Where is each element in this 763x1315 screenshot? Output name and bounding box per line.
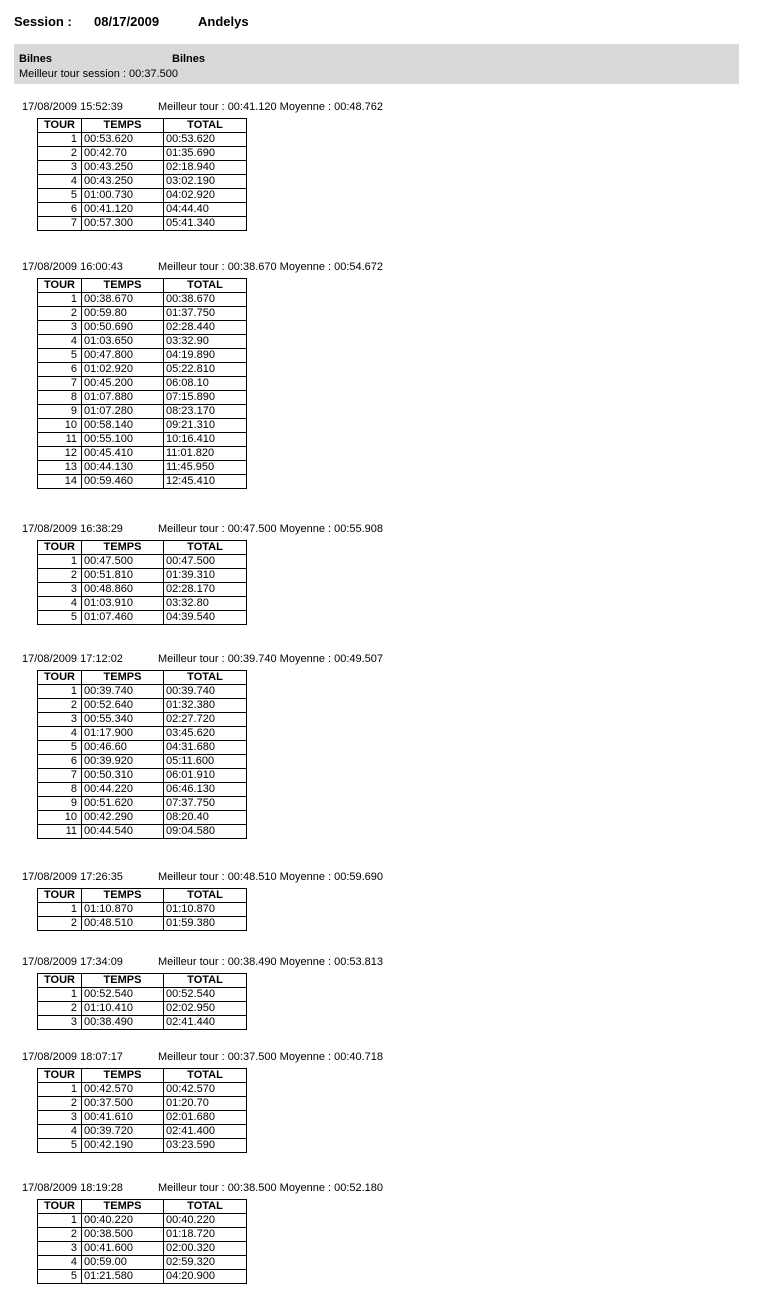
lap-total: 00:52.540 (164, 988, 247, 1002)
lap-number: 10 (38, 811, 82, 825)
table-row (38, 307, 247, 321)
lap-total: 03:23.590 (164, 1139, 247, 1153)
column-header: TOTAL (164, 279, 247, 293)
lap-number: 5 (38, 189, 82, 203)
lap-total: 06:46.130 (164, 783, 247, 797)
lap-table (37, 118, 247, 231)
lap-total: 01:35.690 (164, 147, 247, 161)
lap-time: 00:55.340 (82, 713, 164, 727)
lap-number: 7 (38, 769, 82, 783)
lap-total: 04:19.890 (164, 349, 247, 363)
lap-total: 01:18.720 (164, 1228, 247, 1242)
table-row (38, 1242, 247, 1256)
lap-time: 00:38.490 (82, 1016, 164, 1030)
lap-total: 00:40.220 (164, 1214, 247, 1228)
lap-number: 3 (38, 1111, 82, 1125)
table-row (38, 1228, 247, 1242)
lap-number: 3 (38, 713, 82, 727)
lap-total: 02:41.440 (164, 1016, 247, 1030)
lap-total: 03:02.190 (164, 175, 247, 189)
lap-time: 00:43.250 (82, 175, 164, 189)
lap-number: 1 (38, 133, 82, 147)
lap-total: 01:37.750 (164, 307, 247, 321)
lap-table (37, 888, 247, 931)
lap-number: 3 (38, 1242, 82, 1256)
column-header: TOUR (38, 1200, 82, 1214)
lap-number: 2 (38, 569, 82, 583)
table-row (38, 189, 247, 203)
lap-number: 2 (38, 307, 82, 321)
table-row (38, 161, 247, 175)
lap-number: 3 (38, 321, 82, 335)
lap-table (37, 540, 247, 625)
lap-time: 00:47.800 (82, 349, 164, 363)
lap-time: 00:59.00 (82, 1256, 164, 1270)
lap-total: 07:37.750 (164, 797, 247, 811)
column-header: TOTAL (164, 119, 247, 133)
table-row (38, 1111, 247, 1125)
run-timestamp: 17/08/2009 15:52:39 (22, 101, 123, 113)
run-block (22, 1182, 384, 1284)
run-timestamp: 17/08/2009 16:00:43 (22, 261, 123, 273)
lap-time: 00:44.130 (82, 461, 164, 475)
lap-number: 11 (38, 433, 82, 447)
table-row (38, 433, 247, 447)
table-row (38, 1139, 247, 1153)
lap-number: 3 (38, 161, 82, 175)
track-name: Andelys (198, 14, 249, 29)
lap-number: 10 (38, 419, 82, 433)
run-summary: Meilleur tour : 00:41.120 Moyenne : 00:48.762 (158, 101, 384, 113)
column-header: TEMPS (82, 1200, 164, 1214)
lap-number: 2 (38, 1228, 82, 1242)
run-timestamp: 17/08/2009 17:26:35 (22, 871, 123, 883)
lap-time: 00:52.540 (82, 988, 164, 1002)
lap-time: 00:41.120 (82, 203, 164, 217)
lap-total: 02:41.400 (164, 1125, 247, 1139)
lap-total: 05:11.600 (164, 755, 247, 769)
lap-number: 1 (38, 1214, 82, 1228)
run-header (22, 956, 384, 970)
lap-table (37, 670, 247, 839)
lap-total: 00:42.570 (164, 1083, 247, 1097)
table-row (38, 147, 247, 161)
lap-number: 2 (38, 147, 82, 161)
lap-number: 4 (38, 175, 82, 189)
lap-table-header (38, 119, 247, 133)
lap-number: 2 (38, 699, 82, 713)
lap-time: 01:07.460 (82, 611, 164, 625)
driver-name-secondary: Bilnes (172, 53, 206, 65)
column-header: TOTAL (164, 889, 247, 903)
lap-total: 05:22.810 (164, 363, 247, 377)
run-timestamp: 17/08/2009 18:19:28 (22, 1182, 123, 1194)
lap-time: 00:45.200 (82, 377, 164, 391)
lap-number: 5 (38, 1270, 82, 1284)
table-row (38, 741, 247, 755)
lap-number: 8 (38, 783, 82, 797)
lap-number: 1 (38, 1083, 82, 1097)
lap-time: 00:59.460 (82, 475, 164, 489)
run-timestamp: 17/08/2009 17:34:09 (22, 956, 123, 968)
table-row (38, 1002, 247, 1016)
lap-table (37, 973, 247, 1030)
lap-number: 9 (38, 797, 82, 811)
lap-time: 00:47.500 (82, 555, 164, 569)
lap-total: 05:41.340 (164, 217, 247, 231)
column-header: TOUR (38, 541, 82, 555)
lap-table-header (38, 541, 247, 555)
lap-number: 4 (38, 335, 82, 349)
lap-time: 01:10.410 (82, 1002, 164, 1016)
table-row (38, 988, 247, 1002)
table-row (38, 293, 247, 307)
run-header (22, 261, 384, 275)
lap-total: 04:39.540 (164, 611, 247, 625)
column-header: TOTAL (164, 1069, 247, 1083)
lap-number: 11 (38, 825, 82, 839)
lap-table-header (38, 1069, 247, 1083)
lap-number: 2 (38, 917, 82, 931)
table-row (38, 335, 247, 349)
run-summary: Meilleur tour : 00:38.490 Moyenne : 00:53.813 (158, 956, 384, 968)
lap-total: 02:00.320 (164, 1242, 247, 1256)
lap-number: 5 (38, 1139, 82, 1153)
lap-time: 00:42.570 (82, 1083, 164, 1097)
session-date: 08/17/2009 (94, 14, 160, 29)
lap-number: 13 (38, 461, 82, 475)
lap-time: 00:48.860 (82, 583, 164, 597)
lap-number: 1 (38, 988, 82, 1002)
column-header: TOUR (38, 279, 82, 293)
lap-time: 00:46.60 (82, 741, 164, 755)
table-row (38, 1083, 247, 1097)
table-row (38, 917, 247, 931)
lap-total: 04:44.40 (164, 203, 247, 217)
lap-total: 04:20.900 (164, 1270, 247, 1284)
lap-number: 1 (38, 685, 82, 699)
lap-total: 11:45.950 (164, 461, 247, 475)
lap-time: 00:48.510 (82, 917, 164, 931)
lap-time: 01:07.880 (82, 391, 164, 405)
lap-number: 7 (38, 377, 82, 391)
lap-time: 00:39.720 (82, 1125, 164, 1139)
lap-number: 1 (38, 555, 82, 569)
table-row (38, 1256, 247, 1270)
column-header: TEMPS (82, 119, 164, 133)
table-row (38, 419, 247, 433)
lap-total: 02:01.680 (164, 1111, 247, 1125)
column-header: TOUR (38, 119, 82, 133)
run-summary: Meilleur tour : 00:38.500 Moyenne : 00:52.180 (158, 1182, 384, 1194)
lap-time: 00:52.640 (82, 699, 164, 713)
table-row (38, 569, 247, 583)
run-timestamp: 17/08/2009 16:38:29 (22, 523, 123, 535)
table-row (38, 597, 247, 611)
driver-banner (14, 44, 739, 84)
column-header: TEMPS (82, 279, 164, 293)
lap-number: 3 (38, 1016, 82, 1030)
table-row (38, 1125, 247, 1139)
lap-total: 04:31.680 (164, 741, 247, 755)
lap-total: 11:01.820 (164, 447, 247, 461)
lap-number: 12 (38, 447, 82, 461)
lap-number: 2 (38, 1097, 82, 1111)
run-summary: Meilleur tour : 00:48.510 Moyenne : 00:59.690 (158, 871, 384, 883)
session-label: Session : (14, 14, 72, 29)
lap-time: 00:42.70 (82, 147, 164, 161)
lap-table (37, 278, 247, 489)
column-header: TEMPS (82, 671, 164, 685)
table-row (38, 555, 247, 569)
column-header: TEMPS (82, 1069, 164, 1083)
lap-time: 00:41.600 (82, 1242, 164, 1256)
table-row (38, 1270, 247, 1284)
lap-time: 00:50.310 (82, 769, 164, 783)
lap-number: 4 (38, 727, 82, 741)
run-timestamp: 17/08/2009 18:07:17 (22, 1051, 123, 1063)
table-row (38, 755, 247, 769)
lap-total: 09:21.310 (164, 419, 247, 433)
table-row (38, 321, 247, 335)
driver-name: Bilnes (19, 53, 53, 65)
column-header: TOTAL (164, 671, 247, 685)
lap-total: 08:20.40 (164, 811, 247, 825)
table-row (38, 461, 247, 475)
table-row (38, 391, 247, 405)
lap-table-header (38, 974, 247, 988)
run-block (22, 956, 384, 1030)
lap-number: 3 (38, 583, 82, 597)
lap-number: 6 (38, 203, 82, 217)
lap-time: 00:53.620 (82, 133, 164, 147)
lap-total: 03:32.80 (164, 597, 247, 611)
run-summary: Meilleur tour : 00:39.740 Moyenne : 00:49.507 (158, 653, 384, 665)
column-header: TOTAL (164, 1200, 247, 1214)
lap-number: 4 (38, 1256, 82, 1270)
run-block (22, 101, 384, 231)
run-block (22, 871, 384, 931)
table-row (38, 903, 247, 917)
table-row (38, 349, 247, 363)
run-header (22, 1182, 384, 1196)
lap-table-header (38, 889, 247, 903)
lap-total: 00:53.620 (164, 133, 247, 147)
lap-time: 01:00.730 (82, 189, 164, 203)
lap-total: 12:45.410 (164, 475, 247, 489)
column-header: TOUR (38, 889, 82, 903)
lap-table (37, 1199, 247, 1284)
lap-table-header (38, 1200, 247, 1214)
run-summary: Meilleur tour : 00:37.500 Moyenne : 00:40.718 (158, 1051, 384, 1063)
lap-time: 01:10.870 (82, 903, 164, 917)
table-row (38, 611, 247, 625)
lap-time: 00:45.410 (82, 447, 164, 461)
lap-number: 6 (38, 755, 82, 769)
run-summary: Meilleur tour : 00:38.670 Moyenne : 00:54.672 (158, 261, 384, 273)
session-best-lap: Meilleur tour session : 00:37.500 (19, 68, 178, 80)
lap-number: 9 (38, 405, 82, 419)
column-header: TOUR (38, 1069, 82, 1083)
run-header (22, 1051, 384, 1065)
lap-number: 5 (38, 349, 82, 363)
lap-number: 1 (38, 293, 82, 307)
lap-time: 00:38.670 (82, 293, 164, 307)
lap-total: 04:02.920 (164, 189, 247, 203)
table-row (38, 713, 247, 727)
run-block (22, 1051, 384, 1153)
table-row (38, 685, 247, 699)
lap-total: 07:15.890 (164, 391, 247, 405)
lap-total: 00:38.670 (164, 293, 247, 307)
table-row (38, 797, 247, 811)
table-row (38, 475, 247, 489)
lap-total: 08:23.170 (164, 405, 247, 419)
column-header: TOTAL (164, 974, 247, 988)
lap-time: 01:07.280 (82, 405, 164, 419)
lap-number: 2 (38, 1002, 82, 1016)
table-row (38, 727, 247, 741)
lap-time: 01:03.650 (82, 335, 164, 349)
table-row (38, 175, 247, 189)
lap-number: 7 (38, 217, 82, 231)
lap-table (37, 1068, 247, 1153)
table-row (38, 203, 247, 217)
lap-total: 02:59.320 (164, 1256, 247, 1270)
table-row (38, 699, 247, 713)
lap-table-header (38, 279, 247, 293)
lap-time: 00:58.140 (82, 419, 164, 433)
column-header: TOUR (38, 671, 82, 685)
lap-time: 00:39.920 (82, 755, 164, 769)
lap-total: 01:10.870 (164, 903, 247, 917)
lap-number: 8 (38, 391, 82, 405)
run-timestamp: 17/08/2009 17:12:02 (22, 653, 123, 665)
lap-number: 5 (38, 741, 82, 755)
lap-total: 02:27.720 (164, 713, 247, 727)
lap-time: 00:43.250 (82, 161, 164, 175)
lap-time: 01:03.910 (82, 597, 164, 611)
table-row (38, 1016, 247, 1030)
lap-time: 00:50.690 (82, 321, 164, 335)
table-row (38, 133, 247, 147)
run-block (22, 653, 384, 839)
lap-total: 03:32.90 (164, 335, 247, 349)
lap-total: 01:32.380 (164, 699, 247, 713)
column-header: TOTAL (164, 541, 247, 555)
lap-total: 01:59.380 (164, 917, 247, 931)
lap-time: 00:57.300 (82, 217, 164, 231)
table-row (38, 1097, 247, 1111)
lap-total: 00:47.500 (164, 555, 247, 569)
lap-total: 10:16.410 (164, 433, 247, 447)
lap-number: 4 (38, 1125, 82, 1139)
table-row (38, 769, 247, 783)
lap-total: 01:20.70 (164, 1097, 247, 1111)
lap-total: 06:08.10 (164, 377, 247, 391)
table-row (38, 217, 247, 231)
lap-time: 00:44.220 (82, 783, 164, 797)
lap-time: 00:40.220 (82, 1214, 164, 1228)
table-row (38, 447, 247, 461)
table-row (38, 811, 247, 825)
lap-time: 00:42.190 (82, 1139, 164, 1153)
run-header (22, 523, 384, 537)
lap-total: 09:04.580 (164, 825, 247, 839)
lap-total: 03:45.620 (164, 727, 247, 741)
lap-time: 00:51.620 (82, 797, 164, 811)
table-row (38, 377, 247, 391)
lap-total: 06:01.910 (164, 769, 247, 783)
run-header (22, 653, 384, 667)
table-row (38, 583, 247, 597)
table-row (38, 1214, 247, 1228)
table-row (38, 825, 247, 839)
lap-total: 02:02.950 (164, 1002, 247, 1016)
lap-time: 00:38.500 (82, 1228, 164, 1242)
lap-time: 01:21.580 (82, 1270, 164, 1284)
lap-time: 00:59.80 (82, 307, 164, 321)
lap-time: 00:51.810 (82, 569, 164, 583)
lap-number: 5 (38, 611, 82, 625)
lap-number: 14 (38, 475, 82, 489)
run-header (22, 871, 384, 885)
column-header: TEMPS (82, 541, 164, 555)
lap-total: 02:28.170 (164, 583, 247, 597)
lap-total: 00:39.740 (164, 685, 247, 699)
run-summary: Meilleur tour : 00:47.500 Moyenne : 00:55.908 (158, 523, 384, 535)
lap-time: 01:02.920 (82, 363, 164, 377)
lap-total: 01:39.310 (164, 569, 247, 583)
lap-number: 1 (38, 903, 82, 917)
table-row (38, 783, 247, 797)
lap-time: 00:39.740 (82, 685, 164, 699)
lap-time: 01:17.900 (82, 727, 164, 741)
lap-table-header (38, 671, 247, 685)
column-header: TEMPS (82, 974, 164, 988)
lap-time: 00:42.290 (82, 811, 164, 825)
run-header (22, 101, 384, 115)
lap-time: 00:37.500 (82, 1097, 164, 1111)
column-header: TOUR (38, 974, 82, 988)
run-block (22, 523, 384, 625)
lap-number: 6 (38, 363, 82, 377)
lap-time: 00:44.540 (82, 825, 164, 839)
lap-time: 00:41.610 (82, 1111, 164, 1125)
table-row (38, 405, 247, 419)
column-header: TEMPS (82, 889, 164, 903)
lap-number: 4 (38, 597, 82, 611)
lap-total: 02:28.440 (164, 321, 247, 335)
lap-time: 00:55.100 (82, 433, 164, 447)
run-block (22, 261, 384, 489)
table-row (38, 363, 247, 377)
lap-total: 02:18.940 (164, 161, 247, 175)
